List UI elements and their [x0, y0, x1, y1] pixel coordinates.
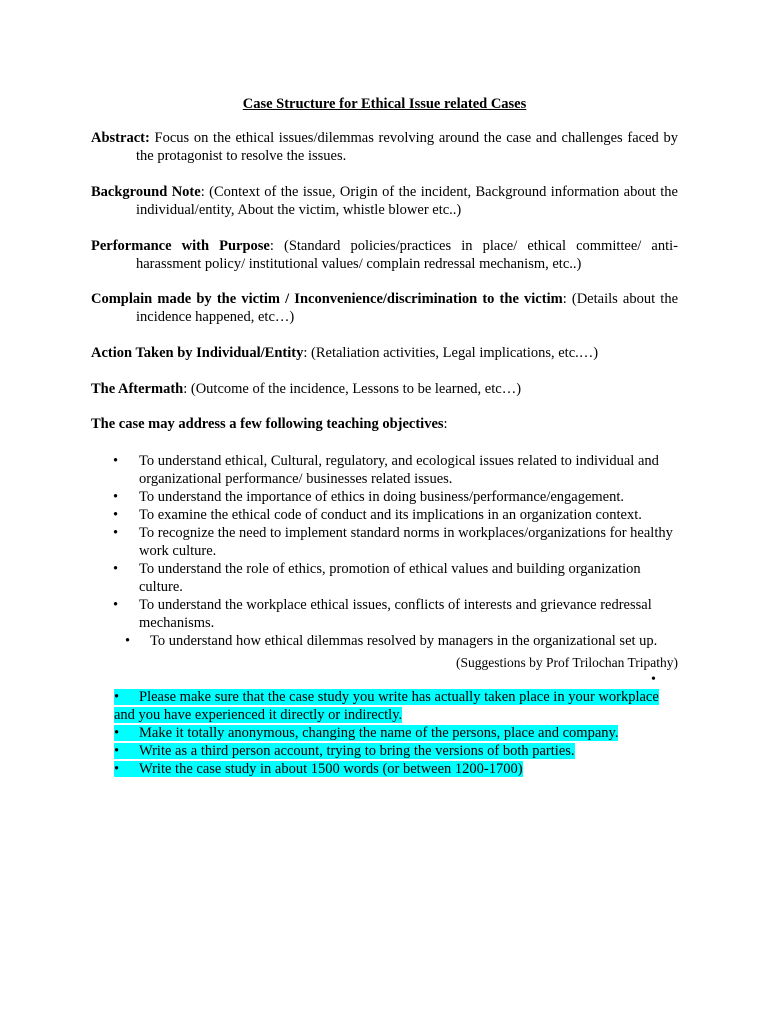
section-aftermath: [91, 380, 678, 398]
section-text: : (Details about the incidence happened, etc…): [136, 291, 679, 325]
section-background-note: [91, 183, 678, 219]
bullet-icon: •: [125, 633, 131, 649]
section-performance-with-purpose: [91, 237, 678, 273]
list-item-text: Write as a third person account, trying to bring the versions of both parties.: [139, 743, 575, 759]
highlighted-note: [114, 725, 618, 741]
bullet-icon: •: [113, 525, 119, 541]
bullet-icon: •: [114, 689, 120, 705]
list-item: [91, 506, 678, 524]
list-item-text: To understand the role of ethics, promotion of ethical values and building organization culture.: [139, 561, 641, 595]
section-teaching-objectives: [91, 415, 678, 433]
list-item: [91, 488, 678, 506]
objectives-list: [91, 452, 678, 650]
notes-list: [114, 688, 674, 778]
section-label: Complain made by the victim / Inconvenience/discrimination to the victim: [91, 291, 563, 307]
section-abstract: [91, 129, 678, 165]
list-item-text: Write the case study in about 1500 words (or between 1200-1700): [139, 761, 523, 777]
bullet-icon: •: [113, 489, 119, 505]
list-item: [114, 760, 674, 778]
section-text: Focus on the ethical issues/dilemmas revolving around the case and challenges faced by the protagonist to resolve the issues.: [136, 130, 678, 164]
list-item-text: To understand the workplace ethical issues, conflicts of interests and grievance redressal mechanisms.: [139, 597, 652, 631]
section-text: : (Standard policies/practices in place/ ethical committee/ anti-harassment policy/ institutional values/ complain redressal mechanism, etc..): [136, 238, 679, 272]
list-item-text: Please make sure that the case study you write has actually taken place in your workplace and you have experienced it directly or indirectly.: [114, 689, 659, 723]
list-item: [91, 632, 678, 650]
document-page: [91, 0, 678, 1024]
bullet-icon: •: [113, 561, 119, 577]
list-item-text: To understand ethical, Cultural, regulatory, and ecological issues related to individual and organizational performance/ businesses related issues.: [139, 453, 659, 487]
bullet-icon: •: [114, 725, 120, 741]
bullet-icon: •: [113, 507, 119, 523]
bullet-icon: •: [113, 597, 119, 613]
section-label: The Aftermath: [91, 381, 184, 397]
section-label: Abstract:: [91, 130, 150, 146]
highlighted-note: [114, 743, 575, 759]
section-text: : (Retaliation activities, Legal implications, etc.…): [303, 345, 599, 361]
list-item-text: To recognize the need to implement standard norms in workplaces/organizations for healthy work culture.: [139, 525, 673, 559]
document-title: Case Structure for Ethical Issue related Cases: [242, 96, 527, 112]
bullet-icon: •: [114, 761, 120, 777]
list-item: [91, 560, 678, 596]
bullet-icon: •: [651, 672, 656, 687]
section-action-taken: [91, 344, 678, 362]
section-text: :: [443, 416, 448, 432]
section-label: The case may address a few following teaching objectives: [91, 416, 444, 432]
bullet-icon: •: [113, 453, 119, 469]
section-label: Action Taken by Individual/Entity: [91, 345, 304, 361]
section-label: Performance with Purpose: [91, 238, 270, 254]
suggestion-credit: (Suggestions by Prof Trilochan Tripathy): [455, 655, 678, 670]
highlighted-note: [114, 761, 523, 777]
section-text: : (Context of the issue, Origin of the incident, Background information about the individual/entity, About the victim, whistle blower etc..): [136, 184, 678, 218]
list-item-text: Make it totally anonymous, changing the name of the persons, place and company.: [139, 725, 619, 741]
list-item: [114, 742, 674, 760]
section-text: : (Outcome of the incidence, Lessons to be learned, etc…): [183, 381, 522, 397]
list-item: [114, 688, 674, 724]
section-label: Background Note: [91, 184, 201, 200]
list-item: [91, 524, 678, 560]
list-item: [114, 724, 674, 742]
list-item: [91, 596, 678, 632]
highlighted-note: [114, 689, 659, 723]
section-complain: [91, 290, 678, 326]
list-item: [91, 452, 678, 488]
bullet-icon: •: [114, 743, 120, 759]
list-item-text: To examine the ethical code of conduct and its implications in an organization context.: [139, 507, 642, 523]
list-item-text: To understand how ethical dilemmas resolved by managers in the organizational set up.: [150, 633, 658, 649]
list-item-text: To understand the importance of ethics in doing business/performance/engagement.: [139, 489, 624, 505]
